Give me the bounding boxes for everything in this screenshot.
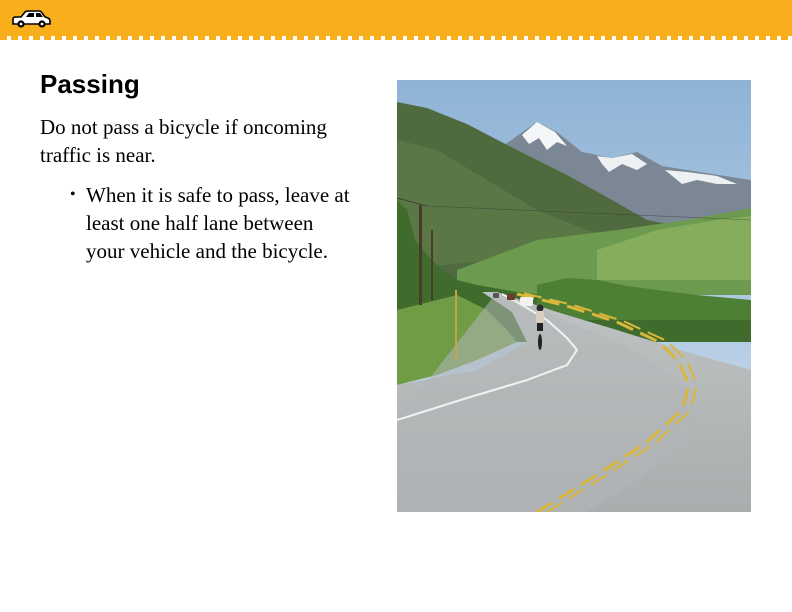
photo-illustration bbox=[397, 80, 751, 512]
bullet-list bbox=[68, 181, 353, 265]
lead-paragraph: Do not pass a bicycle if oncoming traffic is near. bbox=[40, 115, 327, 167]
car-icon bbox=[10, 8, 52, 30]
bullet-text: When it is safe to pass, leave at least one half lane between your vehicle and the bicycle. bbox=[86, 183, 350, 263]
road-photo bbox=[397, 80, 751, 512]
bullet-item bbox=[68, 181, 353, 265]
slide-title: Passing bbox=[40, 69, 140, 99]
header-bar bbox=[0, 0, 792, 38]
bullet-marker: • bbox=[70, 186, 76, 203]
header-divider bbox=[0, 36, 792, 40]
